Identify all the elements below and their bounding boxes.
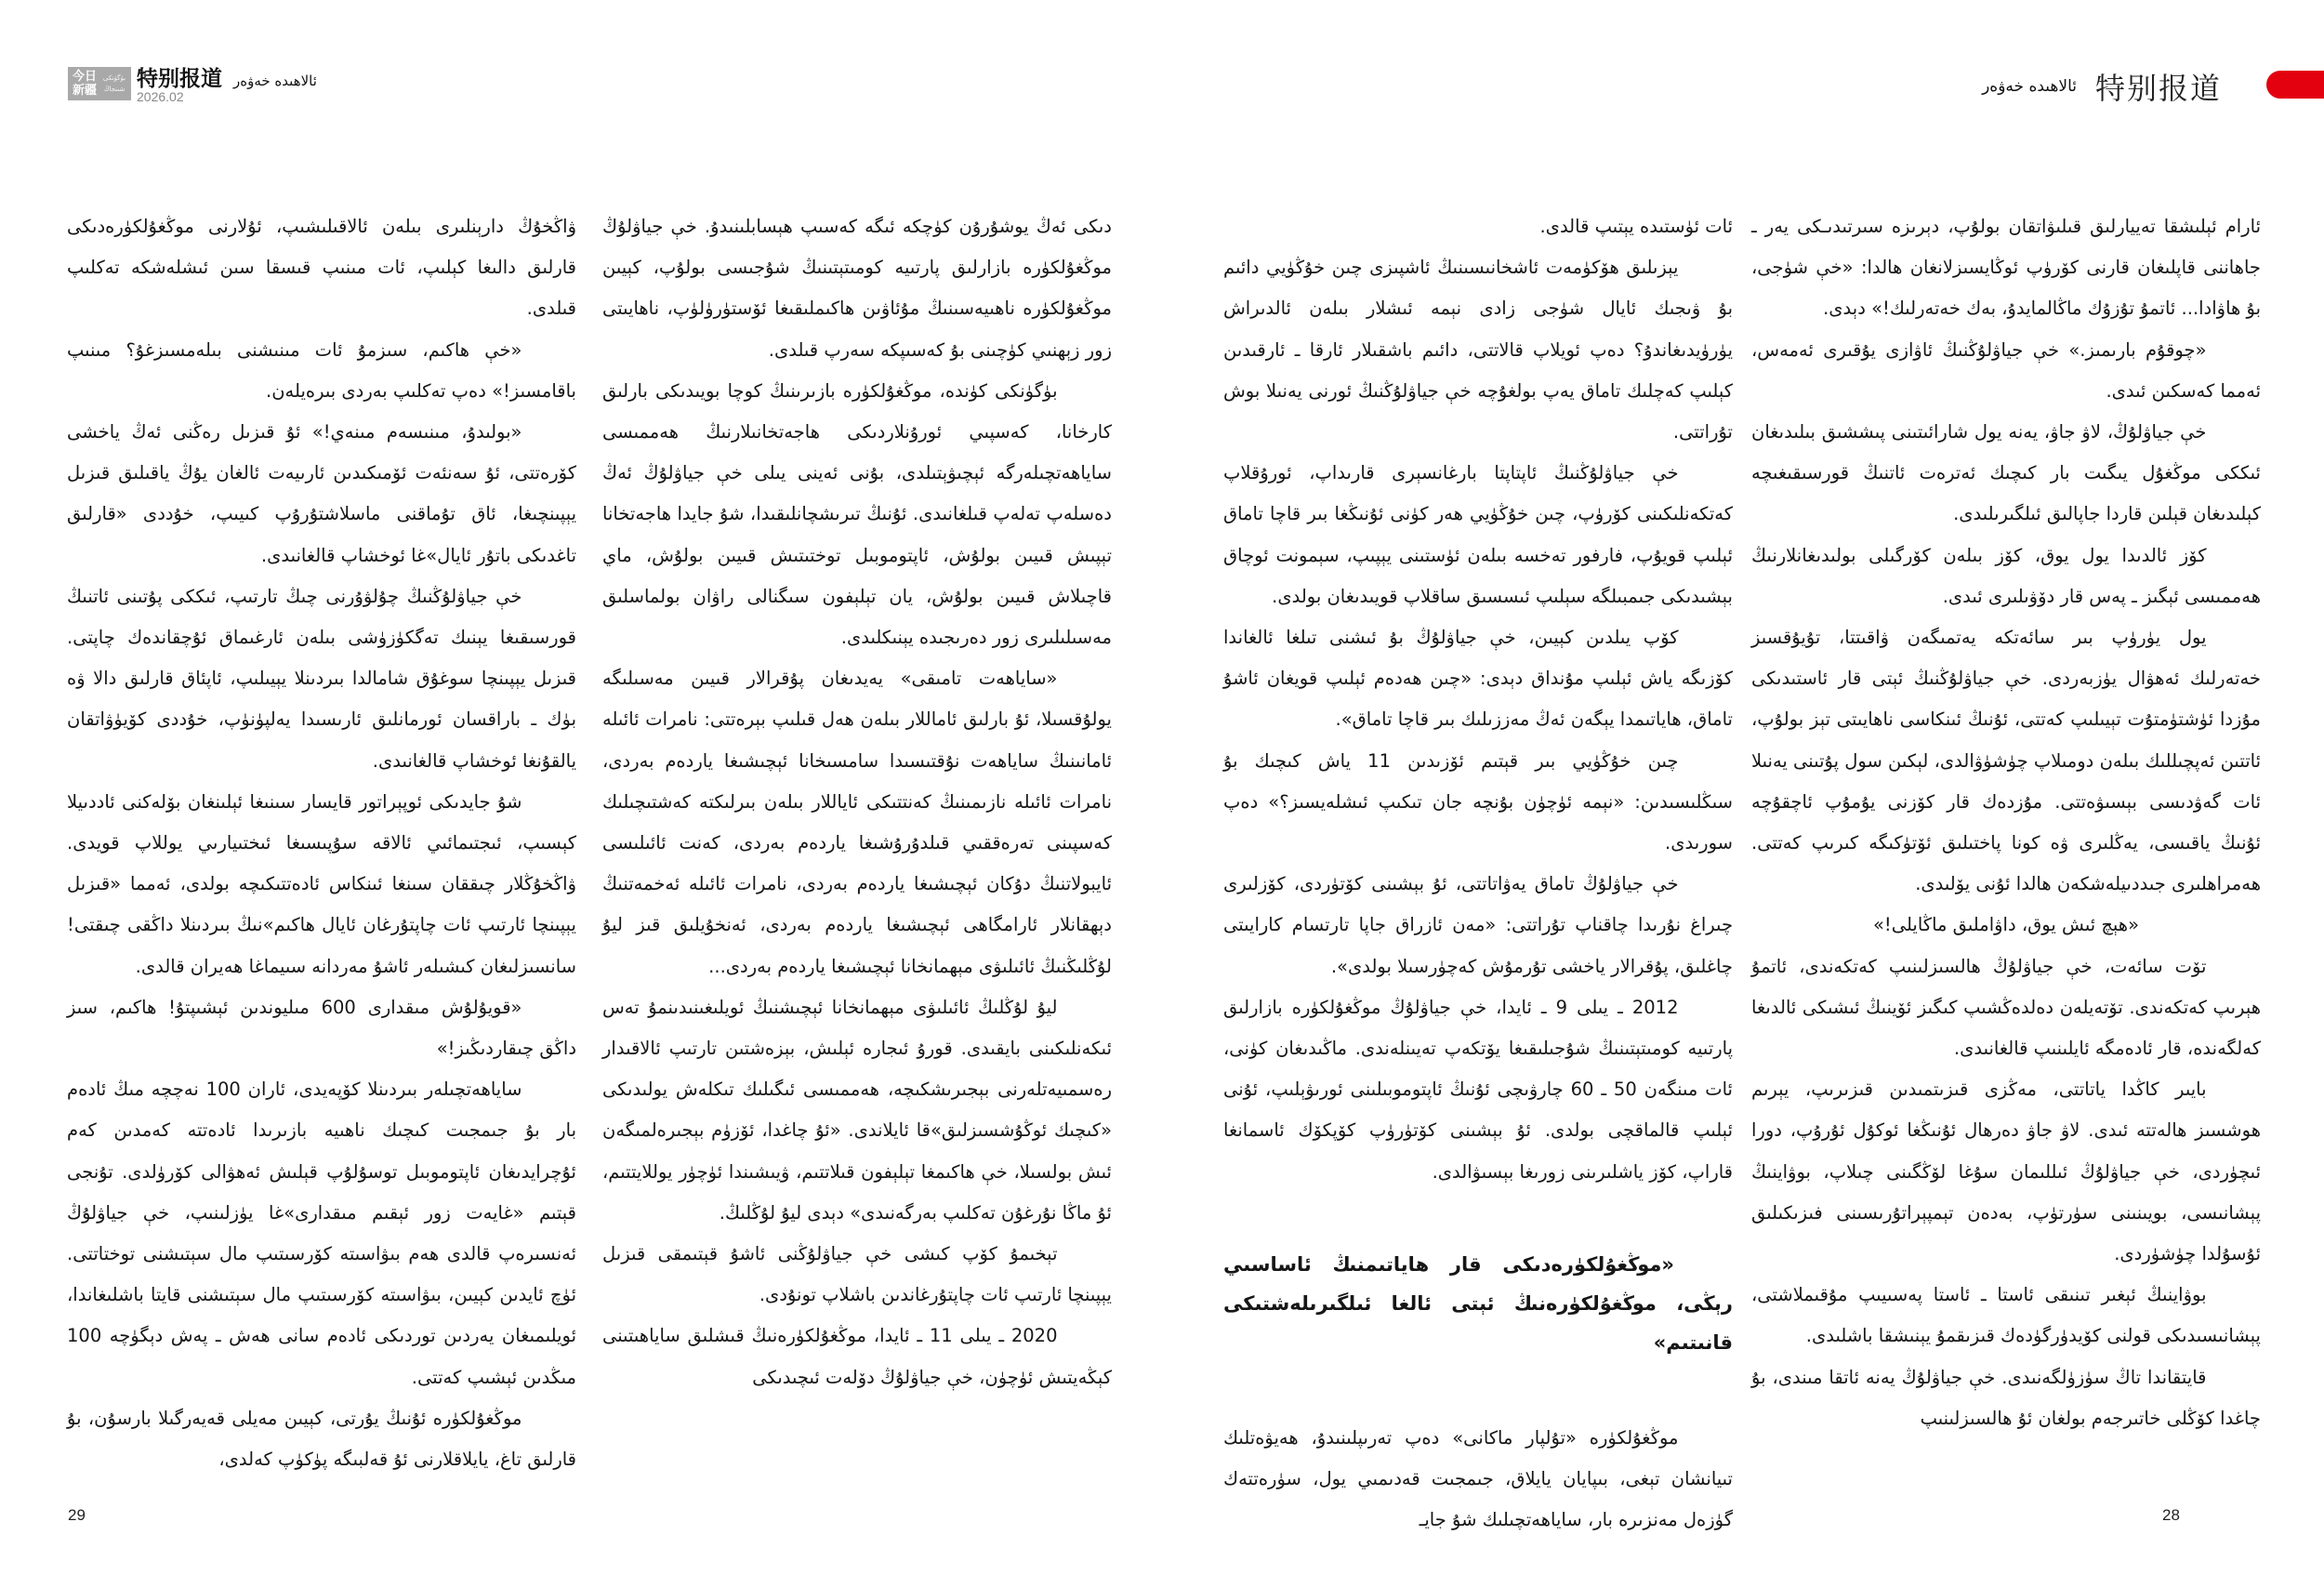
article-paragraph: چىن خۇڭۈيي بىر قېتىم ئۆزىدىن 11 ياش كىچىك بۇ سىڭلىسىدىن: «نېمە ئۈچۈن بۇنچە جان تىكىپ ئىشلەيسىز؟» دەپ سورىدى.	[1223, 749, 1733, 854]
article-paragraph: ساياھەتچىلەر بىردىنلا كۆپەيدى، ئاران 100 نەچچە مىڭ ئادەم بار بۇ جىمجىت كىچىك ناھىيە بازىرىدا ئادەتتە كەمدىن كەم ئۇچرايدىغان ئاپتوموبىل توسۇلۇپ قېلىش ئەھۋالى كۆرۈلدى. تۇنجى قېتىم «غايەت زور ئېقىم مىقدارى»غا يۈزلىنىپ، خې جياۋلۇڭ ئەنسىرەپ قالدى ھەم بىۋاسىتە كۆرسىتىپ مال سېتىشنى توختاتتى. ئۈچ ئايدىن كېيىن، بىۋاسىتە كۆرسىتىپ مال سېتىشنى قايتا باشلىغاندا، ئويلىمىغان يەردىن توردىكى ئادەم سانى ھەش ـ پەش دېگۈچە 100 مىڭدىن ئېشىپ كەتتى.	[67, 1079, 576, 1388]
article-paragraph: بۈگۈنكى كۈندە، موڭغۇلكۈرە بازىرىنىڭ كوچا بويىدىكى بارلىق كارخانا، كەسپىي ئورۇنلاردىكى ھاجەتخانىلارنىڭ ھەممىسى ساياھەتچىلەرگە ئېچىۋېتىلدى، بۇنى ئەينى يىلى خې جياۋلۇڭ ئەڭ دەسلەپ تەلەپ قىلغانىدى. ئۇنىڭ تىرىشچانلىقىدا، شۇ جايدا ھاجەتخانا تېپىش قىيىن بولۇش، ئاپتوموبىل توختىتىش قىيىن بولۇش، ماي قاچىلاش قىيىن بولۇش، يان تېلېفون سىگنالى راۋان بولماسلىق مەسىلىلىرى زور دەرىجىدە يېنىكلىدى.	[602, 379, 1112, 649]
section-title-chinese: 特别报道	[2094, 71, 2222, 106]
article-paragraph: كۆز ئالدىدا يول يوق، كۆز بىلەن كۆرگىلى بولىدىغانلارنىڭ ھەممىسى ئېگىز ـ پەس قار دۆۋىلىرى ئىدى.	[1751, 544, 2261, 607]
article-paragraph: «بولىدۇ، مىنىسەم مىنەي!» ئۇ قىزىل رەڭنى ئەڭ ياخشى كۆرەتتى، ئۇ سەنئەت ئۆمىكىدىن ئارىيەت ئالغان يۇڭ ياقىلىق قىزىل يېپىنچىغا، ئاق تۇماقنى ماسلاشتۇرۇپ كىيىپ، خۇددى «قارلىق تاغدىكى باتۇر ئايال»غا ئوخشاپ قالغانىدى.	[67, 421, 576, 566]
red-section-tab	[2266, 71, 2324, 99]
article-paragraph: تېخىمۇ كۆپ كىشى خې جياۋلۇڭنى ئاشۇ قېتىمقى قىزىل يېپىنچا ئارتىپ ئات چاپتۇرغاندىن باشلاپ تونۇدى.	[602, 1243, 1112, 1306]
article-paragraph: 2020 ـ يىلى 11 ـ ئايدا، موڭغۇلكۈرەنىڭ قىشلىق ساياھىتىنى كېڭەيتىش ئۈچۈن، خې جياۋلۇڭ دۆلەت ئىچىدىكى	[602, 1325, 1112, 1388]
article-column-right-2	[1223, 206, 1733, 1541]
article-paragraph: 2012 ـ يىلى 9 ـ ئايدا، خې جياۋلۇڭ موڭغۇلكۈرە بازارلىق پارتىيە كومىتېتىنىڭ شۇجىلىقىغا يۆتكەپ تەيىنلەندى. ماڭىدىغان كۈنى، ئات مىنگەن 50 ـ 60 چارۋىچى ئۇنىڭ ئاپتوموبىلىنى ئورىۋېلىپ، ئۇنى ئېلىپ قالماقچى بولدى. ئۇ بېشىنى كۆتۈرۈپ كۆپكۆك ئاسمانغا قاراپ، كۆز ياشلىرىنى زورىغا بېسىۋالدى.	[1223, 996, 1733, 1183]
article-paragraph: قايتقاندا تاڭ سۈزۈلگەنىدى. خې جياۋلۇڭ يەنە ئاتقا مىندى، بۇ چاغدا كۆڭلى خاتىرجەم بولغان ئۇ ھالسىزلىنىپ	[1751, 1366, 2261, 1429]
page-number-right: 28	[2162, 1506, 2180, 1524]
magazine-logo	[68, 67, 131, 100]
article-paragraph: «ھېچ ئىش يوق، داۋاملىق ماڭايلى!»	[1872, 914, 2140, 936]
article-paragraph: يېزىلىق ھۆكۈمەت ئاشخانىسىنىڭ ئاشپىزى چىن خۇڭۈيي دائىم بۇ ۋىجىك ئايال شۈجى زادى نېمە ئىشلار بىلەن ئالدىراش يۈرۈيدىغاندۇ؟ دەپ ئويلاپ قالاتتى، دائىم باشقىلار ئارقا ـ ئارقىدىن كېلىپ كەچلىك تاماق يەپ بولغۇچە خې جياۋلۇڭنىڭ ئورنى يەنىلا بوش تۇراتتى.	[1223, 257, 1733, 443]
article-paragraph: ئات ئۈستىدە يېتىپ قالدى.	[1539, 216, 1733, 237]
article-paragraph: كۆپ يىلدىن كېيىن، خې جياۋلۇڭ بۇ ئىشنى تىلغا ئالغاندا كۆزىگە ياش ئېلىپ مۇنداق دېدى: «چىن ھەدەم ئېلىپ قويغان ئاشۇ تاماق، ھاياتىمدا يېگەن ئەڭ مەززىلىك بىر قاچا تاماق».	[1223, 627, 1733, 731]
article-paragraph: بوۋاينىڭ ئېغىر تىنىقى ئاستا ـ ئاستا پەسىيىپ مۇقىملاشتى، پېشانىسىدىكى قولنى كۆيدۈرگۈدەك قىزىقمۇ يېنىشقا باشلىدى.	[1751, 1284, 2261, 1347]
article-paragraph: «خې ھاكىم، سىزمۇ ئات مىنىشنى بىلەمسىزغۇ؟ مىنىپ باقامسىز!» دەپ تەكلىپ بەردى بىرەيلەن.	[67, 338, 576, 402]
article-paragraph: موڭغۇلكۈرە «تۇلپار ماكانى» دەپ تەرىپلىنىدۇ، ھەيۋەتلىك تىيانشان تېغى، بىپايان يايلاق، جىمجىت قەدىمىي يول، سۈرەتتەك گۈزەل مەنزىرە بار، ساياھەتچىلىك شۇ جاي‍ـ	[1223, 1426, 1733, 1531]
article-paragraph: ۋاڭخۇڭ دارېنلىرى بىلەن ئالاقىلىشىپ، ئۇلارنى موڭغۇلكۈرەدىكى قارلىق دالىغا كېلىپ، ئات مىنىپ قىسقا سىن ئىشلەشكە تەكلىپ قىلدى.	[67, 216, 576, 320]
article-paragraph: يول يۈرۈپ بىر سائەتكە يەتمىگەن ۋاقىتتا، تۇيۇقسىز خەتەرلىك ئەھۋال يۈزبەردى. خې جياۋلۇڭنىڭ ئېتى قار ئاستىدىكى مۇزدا ئۈشتۈمتۇت تېيىلىپ كەتتى، ئۇنىڭ ئىنكاسى ناھايىتى تېز بولۇپ، ئاتتىن ئەپچىللىك بىلەن دومىلاپ چۈشۈۋالدى، لېكىن سول پۇتىنى يەنىلا ئات گەۋدىسى بېسىۋەتتى. مۇزدەك قار كۆزنى يۇمۇپ ئاچقۇچە ئۇنىڭ ياقىسى، يەڭلىرى ۋە كونا پاختىلىق ئۆتۈكىگە كىرىپ كەتتى. ھەمراھلىرى جىددىيلەشكەن ھالدا ئۇنى يۆلىدى.	[1751, 627, 2261, 895]
page-number-left: 29	[68, 1506, 86, 1524]
article-paragraph: خې جياۋلۇڭنىڭ چۇلۋۇرنى چىڭ تارتىپ، ئىككى پۇتىنى ئاتنىڭ قورسىقىغا يېنىك تەگكۈزۈشى بىلەن ئارغىماق ئۇچقاندەك چاپتى. قىزىل يېپىنچا سوغۇق شامالدا بىردىنلا يېيىلىپ، ئاپئاق قارلىق دالا ۋە بۈك ـ باراقسان ئورمانلىق ئارىسىدا يەلپۈنۈپ، خۇددى كۆيۈۋاتقان يالقۇنغا ئوخشاپ قالغانىدى.	[67, 585, 576, 772]
section-title-chinese: 特别报道	[137, 67, 222, 91]
section-title-uyghur: ئالاھىدە خەۋەر	[1982, 77, 2077, 96]
article-paragraph: «چوقۇم بارىمىز.» خې جياۋلۇڭنىڭ ئاۋازى يۇقىرى ئەمەس، ئەمما كەسكىن ئىدى.	[1751, 338, 2261, 402]
left-page-header	[68, 67, 317, 104]
article-paragraph: دىكى ئەڭ يوشۇرۇن كۈچكە ئىگە كەسىپ ھېسابلىنىدۇ. خې جياۋلۇڭ موڭغۇلكۈرە بازارلىق پارتىيە كومىتېتىنىڭ شۇجىسى بولۇپ، كېيىن موڭغۇلكۈرە ناھىيەسىنىڭ مۇئاۋىن ھاكىملىقىغا ئۆستۈرۈلۈپ، ناھايىتى زور زېھنىي كۈچىنى بۇ كەسىپكە سەرپ قىلدى.	[602, 216, 1112, 361]
right-page-header	[1982, 65, 2222, 108]
section-title-uyghur: ئالاھىدە خەۋەر	[233, 73, 317, 89]
logo-uyghur: بۈگۈنكى شىنجاڭ	[102, 74, 126, 93]
issue-date: 2026.02	[137, 89, 184, 104]
article-paragraph: بايىر كاڭدا ياتاتتى، مەڭزى قىزىتمىدىن قىزىرىپ، يېرىم ھوشسىز ھالەتتە ئىدى. لاۋ جاۋ دەرھال ئۇنىڭغا ئوكۇل ئۇرۇپ، دورا ئىچۈردى، خې جياۋلۇڭ ئىللىمان سۇغا لۆڭگىنى چىلاپ، بوۋاينىڭ پېشانىسى، بويىنىنى سۈرتۈپ، بەدەن تېمپېراتۇرىسىنى فىزىكىلىق ئۇسۇلدا چۈشۈردى.	[1751, 1079, 2261, 1265]
article-paragraph: شۇ جايدىكى ئوپېراتور قايسار سىنىغا ئېلىنغان بۆلەكنى ئاددىيلا كېسىپ، ئىجتىمائىي ئالاقە سۇپىسىغا ئىختىيارىي يوللاپ قويدى. ۋاڭخۇڭلار چىققان سىنغا ئىنكاس ئادەتتىكىچە بولدى، ئەمما «قىزىل يېپىنچا ئارتىپ ئات چاپتۇرغان ئايال ھاكىم»نىڭ بىردىنلا داڭقى چىقتى! سانسىزلىغان كىشىلەر ئاشۇ مەردانە سىيماغا ھەيران قالدى.	[67, 790, 576, 977]
logo-chinese: 今日新疆	[72, 70, 97, 98]
article-paragraph: «قويۇلۇش مىقدارى 600 مىليوندىن ئېشىپتۇ! ھاكىم، سىز داڭق چىقاردىڭىز!»	[67, 996, 576, 1060]
article-paragraph: «ساياھەت تامىقى» يەيدىغان پۇقرالار قىيىن مەسىلىگە يولۇقسىلا، ئۇ بارلىق ئاماللار بىلەن ھەل قىلىپ بېرەتتى: نامرات ئائىلە ئامانىنىڭ ساياھەت نۇقتىسىدا سامسىخانا ئېچىشىغا ياردەم بەردى، نامرات ئائىلە نازىمىنىڭ كەنتتىكى ئاياللار بىلەن بىرلىكتە كەشتىچىلىك كەسپىنى تەرەققىي قىلدۇرۇشىغا ياردەم بەردى، كەنت ئائىلىسى ئايبولاتنىڭ دۇكان ئېچىشىغا ياردەم بەردى، نامرات ئائىلە ئەخمەتنىڭ دېھقانلار ئارامگاھى ئېچىشىغا ياردەم بەردى، ئەنخۇيلىق قىز ليۇ لۇڭلىڭنىڭ ئائىلىۋى مېھمانخانا ئېچىشىغا ياردەم بەردى...	[602, 668, 1112, 977]
article-paragraph: ئارام ئېلىشقا تەييارلىق قىلىۋاتقان بولۇپ، دېرىزە سىرتىدى‍ـكى يەر ـ جاھاننى قاپلىغان قارنى كۆرۈپ ئوڭايسىزلانغان ھالدا: «خې شۈجى، بۇ ھاۋادا... ئاتمۇ تۇزۇك ماڭالمايدۇ، بەك خەتەرلىك!» دېدى.	[1751, 216, 2261, 320]
article-paragraph: ليۇ لۇڭلىڭ ئائىلىۋى مېھمانخانا ئېچىشنىڭ ئويلىغىنىدىنمۇ تەس ئىكەنلىكىنى بايقىدى. قورۇ ئىجارە ئېلىش، بېزەشتىن تارتىپ ئالاقىدار رەسمىيەتلەرنى بېجىرىشكىچە، ھەممىسى ئىگىلىك تىكلەش يولىدىكى «كىچىك ئوڭۇشسىزلىق»قا ئايلاندى. «ئۇ چاغدا، ئۆزۈم بېجىرەلمىگەن ئىش بولسىلا، خې ھاكىمغا تېلېفون قىلاتتىم، ۋيىشىندا ئۈچۈر يوللايتتىم، ئۇ ماڭا نۇرغۇن تەكلىپ بەرگەنىدى» دېدى ليۇ لۇڭلىڭ.	[602, 996, 1112, 1224]
article-paragraph: موڭغۇلكۈرە ئۇنىڭ يۇرتى، كېيىن مەيلى قەيەرگىلا بارسۇن، بۇ قارلىق تاغ، يايلاقلارنى ئۇ قەلبىگە پۈكۈپ كەلدى،	[67, 1407, 576, 1471]
article-paragraph: تۆت سائەت، خې جياۋلۇڭ ھالسىزلىنىپ كەتكەندى، ئاتمۇ ھېرىپ كەتكەندى. تۆتەيلەن دەلدەڭشىپ كىگىز ئۆينىڭ ئىشىكى ئالدىغا كەلگەندە، قار ئادەمگە ئايلىنىپ قالغانىدى.	[1751, 955, 2261, 1060]
article-paragraph: خې جياۋلۇڭنىڭ ئاپتاپتا بارغانسېرى قارىداپ، ئورۇقلاپ كەتكەنلىكىنى كۆرۈپ، چىن خۇڭۈيي ھەر كۈنى ئۇنىڭغا بىر قاچا تاماق ئېلىپ قويۇپ، فارفور تەخسە بىلەن ئۈستىنى يېپىپ، سېمونت ئوچاق بېشىدىكى جىمبىلگە سېلىپ ئىسسىق ساقلاپ قويىدىغان بولدى.	[1223, 462, 1733, 607]
article-column-left-2	[67, 206, 576, 1480]
article-column-right-1	[1751, 206, 2261, 1439]
article-paragraph: خې جياۋلۇڭ، لاۋ جاۋ، يەنە يول شارائىتىنى پىششىق بىلىدىغان ئىككى موڭغۇل يىگىت بار كىچىك ئەترەت ئاتنىڭ قورسىقىغىچە كېلىدىغان قېلىن قاردا جاپالىق ئىلگىرىلىدى.	[1751, 421, 2261, 525]
article-subheading: «موڭغۇلكۈرەدىكى قار ھاياتىمنىڭ ئاساسىي رېڭى، موڭغۇلكۈرەنىڭ ئېتى ئالغا ئىلگىرىلەشتىكى قانىتىم»	[1223, 1252, 1733, 1354]
article-column-left-1	[602, 206, 1112, 1398]
article-paragraph: خې جياۋلۇڭ تاماق يەۋاتاتتى، ئۇ بېشىنى كۆتۈردى، كۆزلىرى چىراغ نۇرىدا چاقناپ تۇراتتى: «مەن ئازراق جاپا تارتسام كارايىتى چاغلىق، پۇقرالار ياخشى تۇرمۇش كەچۈرسىلا بولدى».	[1223, 873, 1733, 977]
